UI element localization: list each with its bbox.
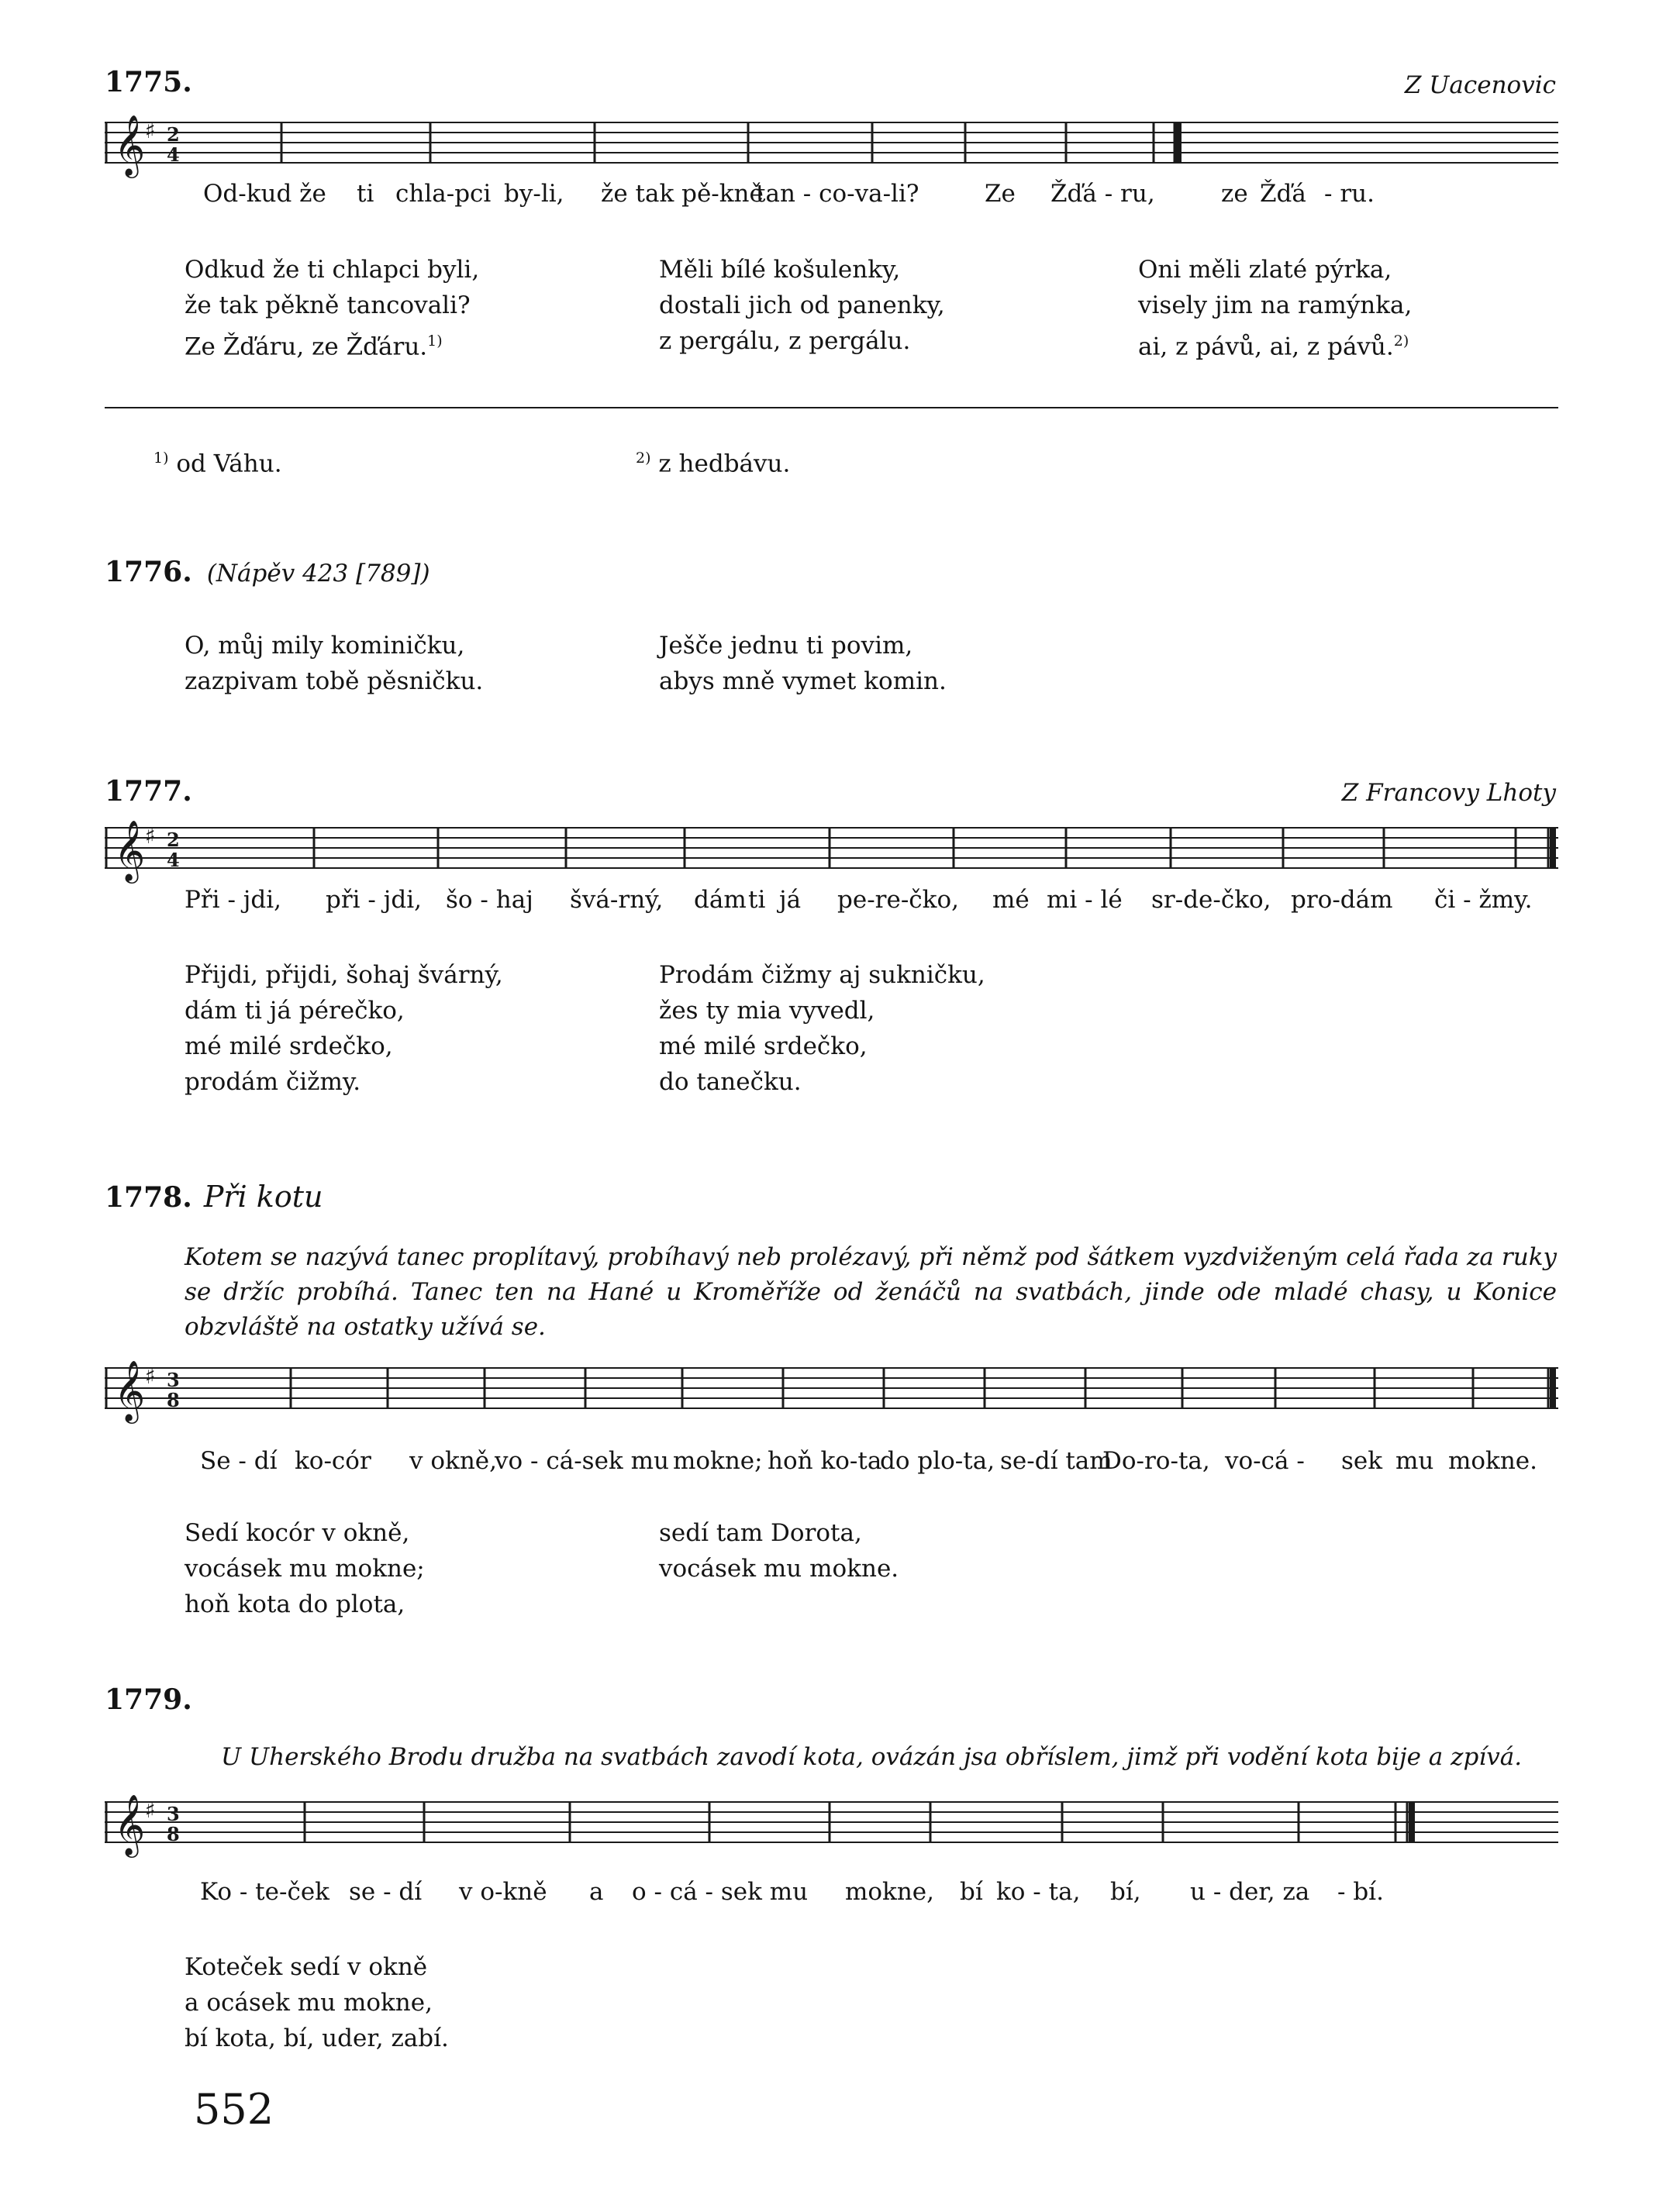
song-1775-verse-1: Odkud že ti chlapci byli, že tak pěkně tancovali? Ze Žďáru, ze Žďáru.$^{1)}$ xyxy=(185,256,480,361)
song-1775-lyric: ti xyxy=(357,180,374,208)
song-1775-lyric: - ru. xyxy=(1324,180,1375,208)
song-1778-lyric: ko-cór xyxy=(295,1447,371,1475)
song-1778-lyric: do plo-ta, xyxy=(880,1447,995,1475)
svg-text:4: 4 xyxy=(167,849,180,871)
song-1778-lyric: Do-ro-ta, xyxy=(1102,1447,1210,1475)
svg-text:3: 3 xyxy=(167,1369,180,1391)
song-1775-lyric: Od-kud že xyxy=(203,180,326,208)
song-1779-description: U Uherského Brodu družba na svatbách zavodí kota, ovázán jsa obříslem, jimž při vodění kota bije a zpívá. xyxy=(221,1743,1523,1771)
song-1777-lyric: Při - jdi, xyxy=(185,886,281,914)
song-1777-lyric: ti xyxy=(748,886,766,914)
song-1778-staff xyxy=(105,1360,1558,1422)
song-1778-lyric: hoň ko-ta xyxy=(768,1447,882,1475)
footnote-1: $^{1)}$ od Váhu. xyxy=(154,450,282,478)
svg-text:8: 8 xyxy=(167,1389,180,1411)
song-1777-lyric: švá-rný, xyxy=(570,886,664,914)
svg-text:2: 2 xyxy=(167,829,180,851)
song-1779-lyric: Ko - te-ček xyxy=(200,1878,329,1906)
song-1778-lyric: Se - dí xyxy=(200,1447,278,1475)
song-1779-verse-1: Koteček sedí v okně a ocásek mu mokne, bí kota, bí, uder, zabí. xyxy=(185,1953,449,2052)
song-1779-lyric: bí, xyxy=(1110,1878,1141,1906)
song-1779-lyric: v o-kně xyxy=(459,1878,547,1906)
song-1777-staff xyxy=(105,820,1558,882)
song-1777-verse-2: Prodám čižmy aj sukničku, žes ty mia vyvedl, mé milé srdečko, do tanečku. xyxy=(659,961,985,1096)
song-1779-lyric: bí xyxy=(960,1878,983,1906)
song-1775-staff xyxy=(105,115,1558,177)
song-1777-lyric: pe-re-čko, xyxy=(837,886,959,914)
song-1777-source: Z Francovy Lhoty xyxy=(1341,779,1556,807)
song-1779-lyric: se - dí xyxy=(349,1878,423,1906)
song-1775-source: Z Uacenovic xyxy=(1404,71,1556,99)
song-1778-lyric: mokne; xyxy=(673,1447,763,1475)
song-1775-lyric: by-li, xyxy=(504,180,564,208)
song-1778-lyric: mu xyxy=(1395,1447,1434,1475)
song-1777-lyric: šo - haj xyxy=(446,886,533,914)
song-1775-lyric: tan - co-va-li? xyxy=(756,180,919,208)
song-1779-lyric: mokne, xyxy=(845,1878,935,1906)
song-1777-lyric: či - žmy. xyxy=(1434,886,1533,914)
song-1778-number: 1778. xyxy=(105,1181,192,1214)
song-1778-lyric: vo - cá-sek mu xyxy=(495,1447,669,1475)
svg-text:♯: ♯ xyxy=(145,1797,156,1823)
song-1778-verse-2: sedí tam Dorota, vocásek mu mokne. xyxy=(659,1519,899,1583)
song-1777-lyric: sr-de-čko, xyxy=(1151,886,1271,914)
song-1778-lyric: mokne. xyxy=(1448,1447,1538,1475)
song-1776-reference: (Nápěv 423 [789]) xyxy=(206,560,430,587)
svg-text:♯: ♯ xyxy=(145,1363,156,1389)
svg-text:2: 2 xyxy=(167,123,180,146)
song-1775-lyric: Žďá xyxy=(1260,180,1306,208)
song-1777-number: 1777. xyxy=(105,775,192,808)
song-1778-heading xyxy=(105,1180,323,1214)
svg-text:𝄞: 𝄞 xyxy=(114,1360,146,1421)
song-1775-lyric: chla-pci xyxy=(395,180,492,208)
song-1777-verse-1: Přijdi, přijdi, šohaj švárný, dám ti já pérečko, mé milé srdečko, prodám čižmy. xyxy=(185,961,503,1096)
song-1777-lyric: pro-dám xyxy=(1291,886,1393,914)
song-1775-verse-3: Oni měli zlaté pýrka, visely jim na ramýnka, ai, z pávů, ai, z pávů.$^{2)}$ xyxy=(1138,256,1413,361)
song-1776-number: 1776. xyxy=(105,556,192,588)
song-1779-lyric: o - cá - sek mu xyxy=(632,1878,809,1906)
song-1775-lyric: Ze xyxy=(985,180,1016,208)
song-1777-lyric: mi - lé xyxy=(1047,886,1123,914)
footnote-2: $^{2)}$ z hedbávu. xyxy=(636,450,791,478)
song-1777-lyric: mé xyxy=(992,886,1030,914)
song-1775-verse-2: Měli bílé košulenky, dostali jich od panenky, z pergálu, z pergálu. xyxy=(659,256,945,355)
svg-text:𝄞: 𝄞 xyxy=(114,115,146,176)
page-number: 552 xyxy=(194,2085,274,2134)
song-1778-description: Kotem se nazývá tanec proplítavý, probíhavý neb prolézavý, při němž pod šátkem vyzdviženým celá řada za ruky se držíc probíhá. Tanec ten na Hané u Kroměříže od ženáčů na svatbách, jinde ode mladé chasy, u Konice obzvláště na ostatky užívá se. xyxy=(185,1243,1557,1341)
svg-text:3: 3 xyxy=(167,1803,180,1825)
song-1776-heading xyxy=(105,556,430,588)
song-1778-lyric: se-dí tam xyxy=(1000,1447,1113,1475)
song-1778-lyric: vo-cá - xyxy=(1225,1447,1305,1475)
svg-text:𝄞: 𝄞 xyxy=(114,820,146,881)
song-1776-verse-1: O, můj mily kominičku, zazpivam tobě pěsničku. xyxy=(185,632,484,695)
svg-text:♯: ♯ xyxy=(145,823,156,849)
song-1779-lyric: - bí. xyxy=(1337,1878,1384,1906)
song-1779-staff xyxy=(105,1794,1558,1856)
footnote-divider xyxy=(105,407,1558,408)
svg-text:♯: ♯ xyxy=(145,118,156,143)
song-1775-lyric: Žďá - ru, xyxy=(1050,180,1155,208)
song-1779-lyric: a xyxy=(589,1878,604,1906)
song-1778-title: Při kotu xyxy=(203,1180,323,1214)
svg-text:4: 4 xyxy=(167,143,180,166)
song-1779-lyric: u - der, za xyxy=(1190,1878,1310,1906)
svg-text:𝄞: 𝄞 xyxy=(114,1794,146,1855)
song-1779-lyric: ko - ta, xyxy=(996,1878,1081,1906)
song-1775-number: 1775. xyxy=(105,66,192,98)
song-1777-lyric: já xyxy=(779,886,802,914)
song-1779-number: 1779. xyxy=(105,1683,192,1716)
svg-text:8: 8 xyxy=(167,1823,180,1845)
song-1778-lyric: sek xyxy=(1341,1447,1383,1475)
song-1778-lyric: v okně, xyxy=(409,1447,497,1475)
song-1776-verse-2: Ješče jednu ti povim, abys mně vymet komin. xyxy=(659,632,947,695)
song-1777-lyric: při - jdi, xyxy=(326,886,422,914)
song-1775-lyric: že tak pě-kně xyxy=(601,180,764,208)
song-1777-lyric: dám xyxy=(694,886,747,914)
song-1775-lyric: ze xyxy=(1221,180,1248,208)
song-1778-verse-1: Sedí kocór v okně, vocásek mu mokne; hoň kota do plota, xyxy=(185,1519,425,1618)
